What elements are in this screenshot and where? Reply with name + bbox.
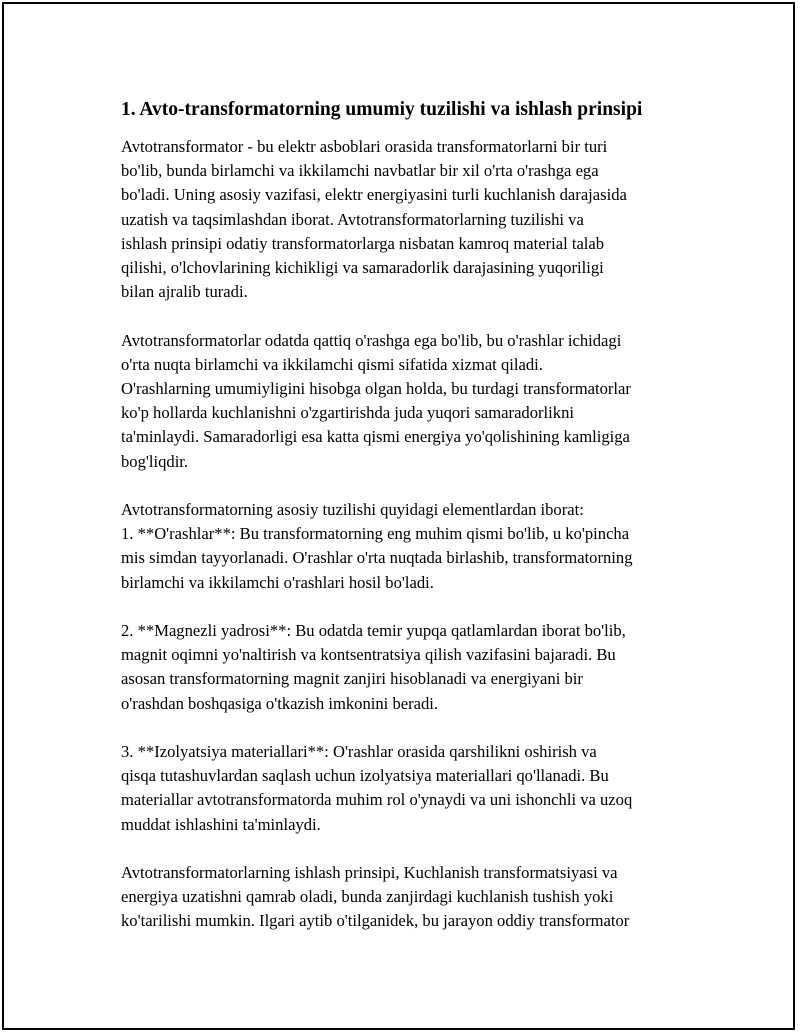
text-line: ko'tarilishi mumkin. Ilgari aytib o'tilganidek, bu jarayon oddiy transformator: [121, 911, 630, 931]
text-line: ko'p hollarda kuchlanishni o'zgartirishda juda yuqori samaradorlikni: [121, 403, 574, 423]
text-line: Avtotransformatorlarning ishlash prinsipi, Kuchlanish transformatsiyasi va: [121, 863, 618, 883]
text-line: ta'minlaydi. Samaradorligi esa katta qismi energiya yo'qolishining kamligiga: [121, 427, 630, 447]
text-line: muddat ishlashini ta'minlaydi.: [121, 814, 321, 834]
text-line: 1. **O'rashlar**: Bu transformatorning eng muhim qismi bo'lib, u ko'pincha: [121, 524, 630, 544]
document-body: [121, 97, 701, 934]
text-line: birlamchi va ikkilamchi o'rashlari hosil bo'ladi.: [121, 572, 434, 592]
text-line: ishlash prinsipi odatiy transformatorlarga nisbatan kamroq material talab: [121, 233, 605, 253]
text-line: bo'ladi. Uning asosiy vazifasi, elektr energiyasini turli kuchlanish darajasida: [121, 185, 627, 205]
text-line: asosan transformatorning magnit zanjiri hisoblanadi va energiyani bir: [121, 669, 583, 689]
paragraph-structure-windings: [121, 498, 701, 595]
text-line: o'rashdan boshqasiga o'tkazish imkonini beradi.: [121, 693, 439, 713]
text-line: O'rashlarning umumiyligini hisobga olgan holda, bu turdagi transformatorlar: [121, 379, 631, 399]
text-line: Avtotransformatorlar odatda qattiq o'rashga ega bo'lib, bu o'rashlar ichidagi: [121, 330, 622, 350]
text-line: o'rta nuqta birlamchi va ikkilamchi qismi sifatida xizmat qiladi.: [121, 354, 543, 374]
text-line: materiallar avtotransformatorda muhim rol o'ynaydi va uni ishonchli va uzoq: [121, 790, 633, 810]
text-line: Avtotransformator - bu elektr asboblari orasida transformatorlarni bir turi: [121, 137, 608, 156]
text-line: bog'liqdir.: [121, 451, 189, 471]
paragraph-magnetic-core: [121, 619, 701, 716]
page: [2, 2, 795, 1030]
text-line: 2. **Magnezli yadrosi**: Bu odatda temir yupqa qatlamlardan iborat bo'lib,: [121, 621, 626, 641]
text-line: bilan ajralib turadi.: [121, 282, 248, 302]
text-line: 3. **Izolyatsiya materiallari**: O'rashlar orasida qarshilikni oshirish va: [121, 742, 597, 762]
paragraph-efficiency: [121, 329, 701, 474]
text-line: magnit oqimni yo'naltirish va kontsentratsiya qilish vazifasini bajaradi. Bu: [121, 645, 616, 665]
text-line: energiya uzatishni qamrab oladi, bunda zanjirdagi kuchlanish tushish yoki: [121, 887, 614, 907]
paragraph-insulation: [121, 740, 701, 837]
text-line: qisqa tutashuvlardan saqlash uchun izolyatsiya materiallari qo'llanadi. Bu: [121, 766, 609, 786]
section-heading: 1. Avto-transformatorning umumiy tuzilishi va ishlash prinsipi: [121, 99, 643, 120]
text-line: bo'lib, bunda birlamchi va ikkilamchi navbatlar bir xil o'rta o'rashga ega: [121, 161, 599, 181]
paragraph-intro: [121, 135, 701, 304]
text-line: Avtotransformatorning asosiy tuzilishi quyidagi elementlardan iborat:: [121, 500, 584, 520]
text-line: qilishi, o'lchovlarining kichikligi va samaradorlik darajasining yuqoriligi: [121, 258, 604, 278]
paragraph-working-principle: [121, 861, 701, 934]
text-line: uzatish va taqsimlashdan iborat. Avtotransformatorlarning tuzilishi va: [121, 209, 584, 229]
text-line: mis simdan tayyorlanadi. O'rashlar o'rta nuqtada birlashib, transformatorning: [121, 548, 633, 568]
